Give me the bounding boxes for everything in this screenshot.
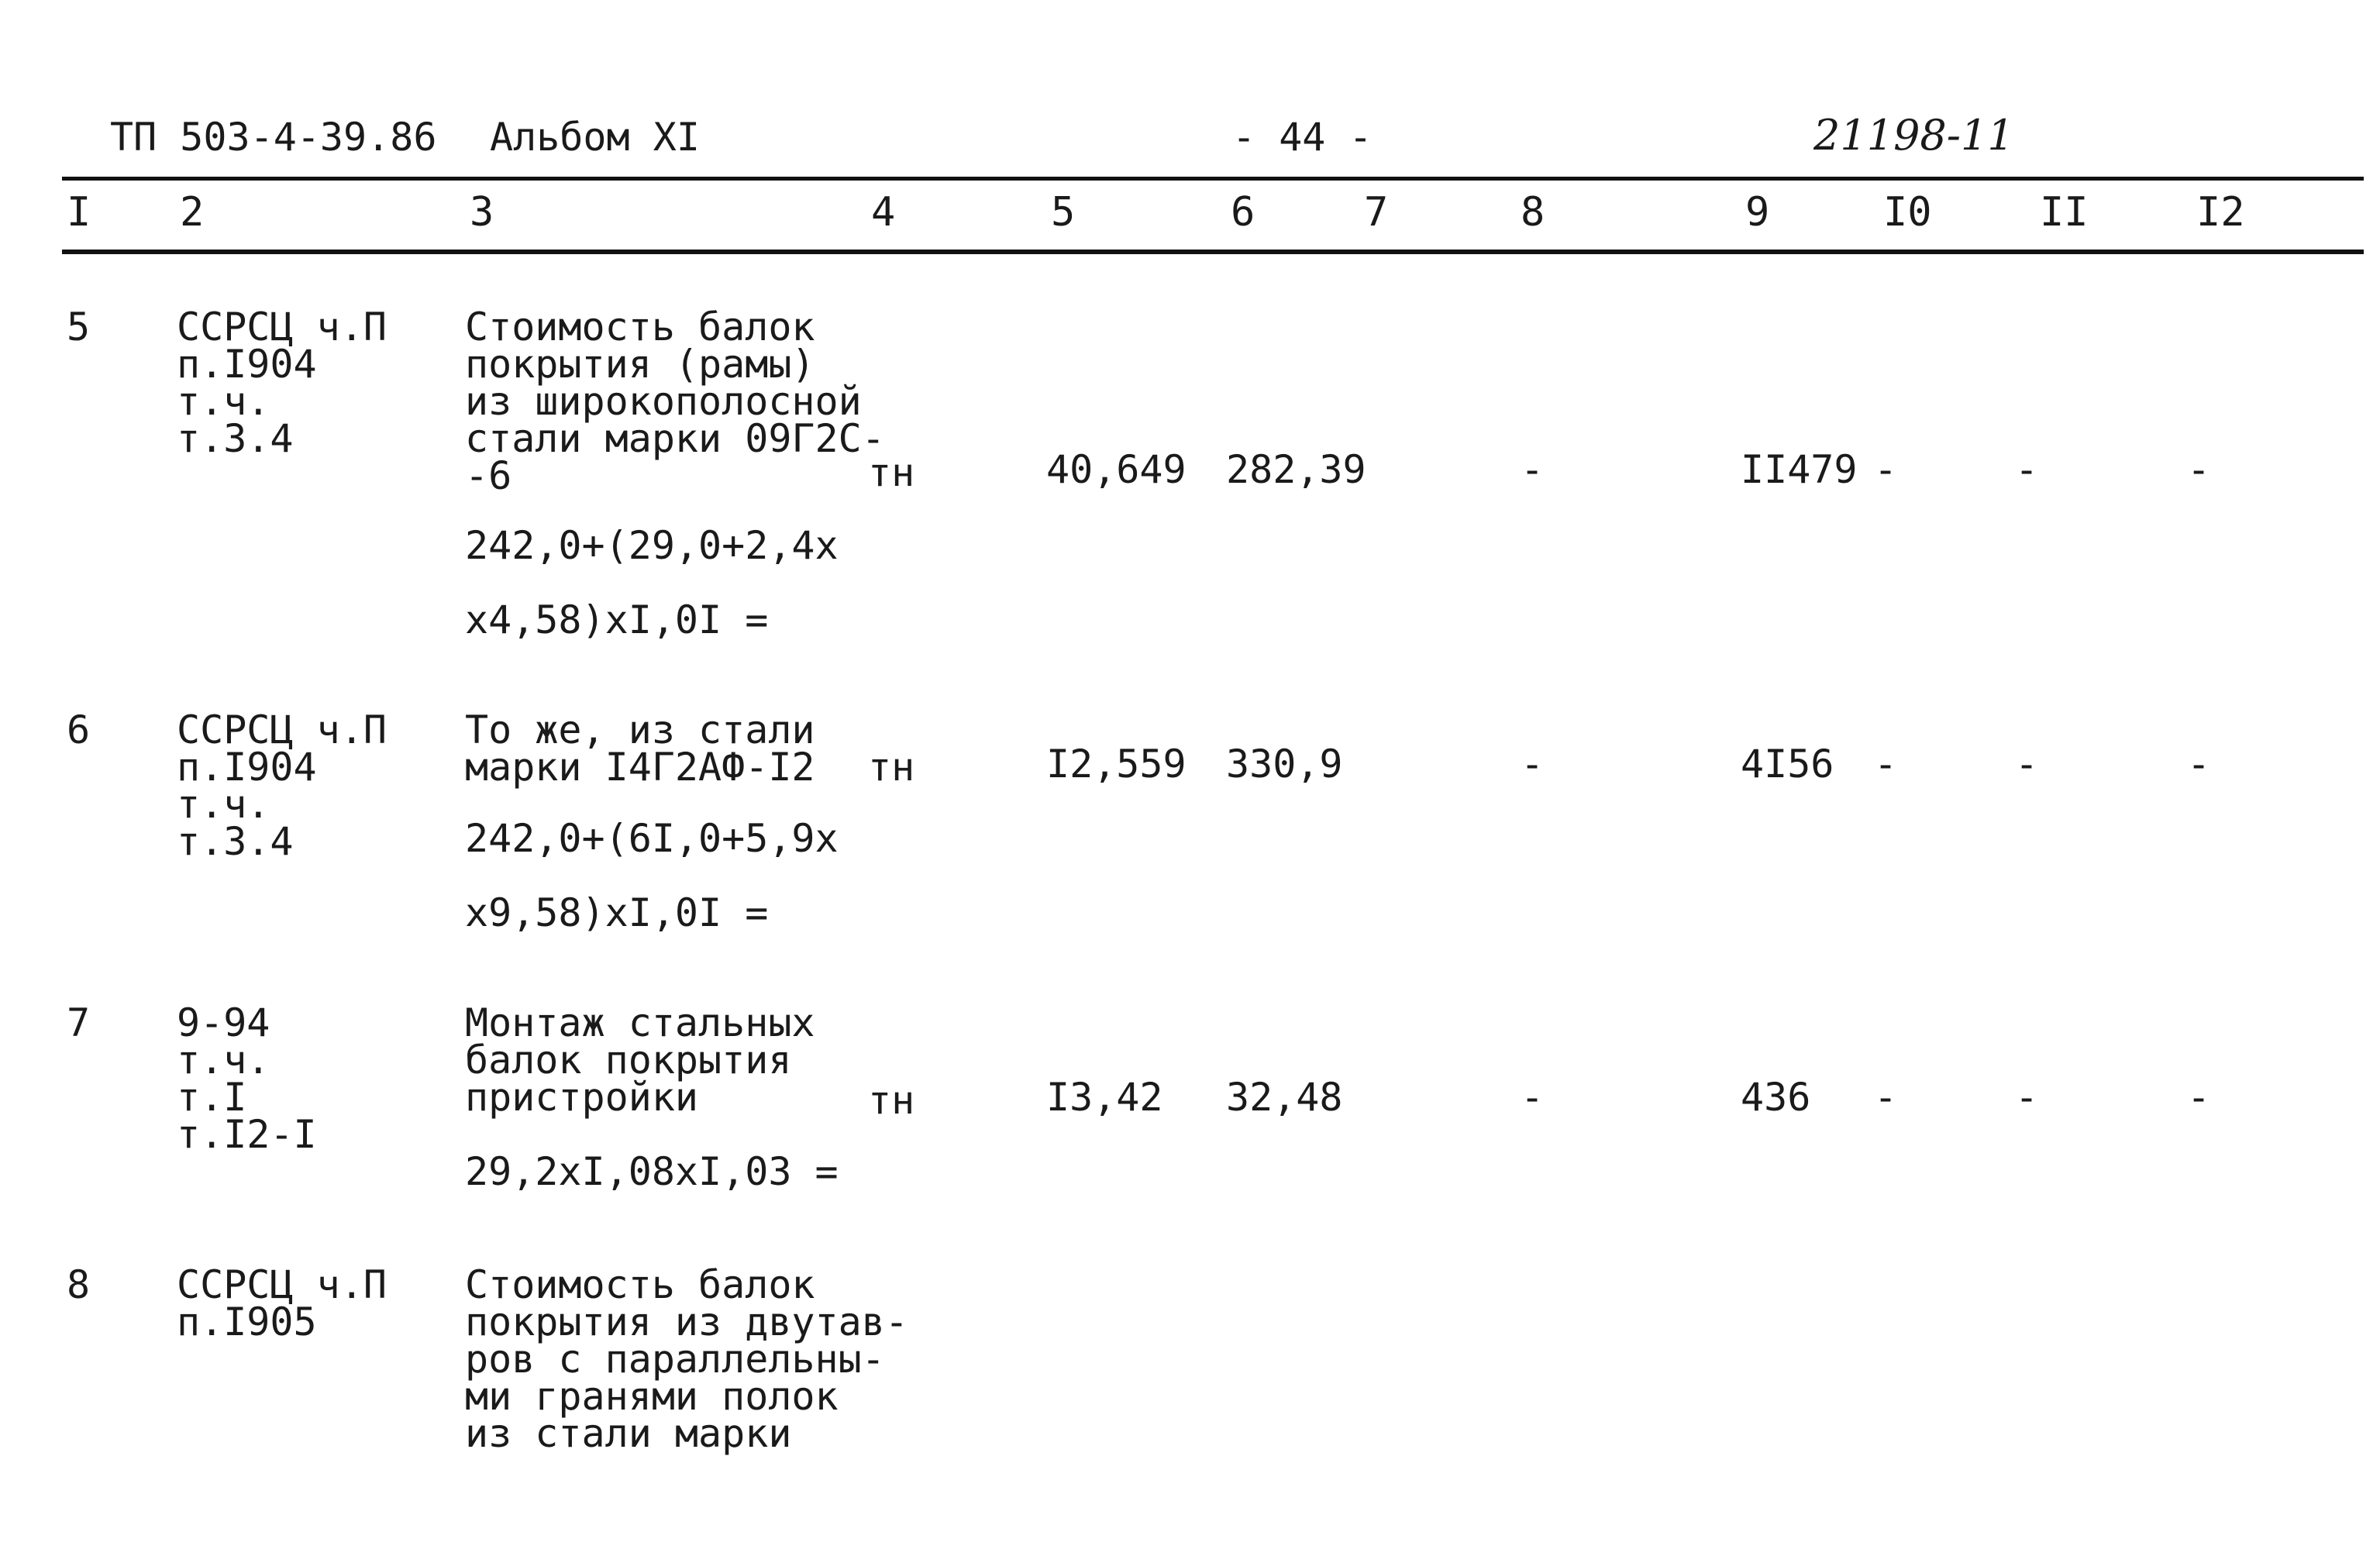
col-header-6: 6 [1231, 189, 1255, 236]
col-header-4: 4 [871, 189, 896, 236]
row-total: II479 [1741, 447, 1858, 492]
row-unit-price: 282,39 [1226, 447, 1366, 492]
album-label: Альбом XI [490, 115, 700, 160]
col-header-3: 3 [470, 189, 494, 236]
col-header-8: 8 [1521, 189, 1545, 236]
row-col12: - [2187, 1075, 2211, 1120]
row-quantity: I3,42 [1046, 1075, 1163, 1120]
row-col12: - [2187, 447, 2211, 492]
row-total: 436 [1741, 1075, 1811, 1120]
row-reference: 9-94 т.ч. т.I т.I2-I [177, 1000, 317, 1157]
row-col10: - [1874, 742, 1898, 787]
row-description: Монтаж стальных балок покрытия пристройки [465, 1000, 815, 1120]
row-unit: тн [868, 450, 915, 495]
row-col12: - [2187, 742, 2211, 787]
col-header-12: I2 [2196, 189, 2245, 236]
row-number: 8 [67, 1262, 91, 1307]
col-header-7: 7 [1364, 189, 1389, 236]
row-description: Стоимость балок покрытия из двутав- ров с параллельны- ми гранями полок из стали марки [465, 1262, 908, 1456]
col-header-11: II [2040, 189, 2089, 236]
col-header-9: 9 [1745, 189, 1770, 236]
row-col8: - [1521, 1075, 1545, 1120]
row-reference: ССРСЦ ч.П п.I904 т.ч. т.3.4 [177, 305, 387, 461]
col-header-5: 5 [1051, 189, 1076, 236]
row-formula-line: х4,58)хI,0I = [465, 597, 769, 642]
row-col11: - [2015, 447, 2039, 492]
page-number: - 44 - [1232, 115, 1373, 160]
row-description: Стоимость балок покрытия (рамы) из широкополосной стали марки 09Г2С- -6 [465, 305, 885, 498]
row-quantity: 40,649 [1046, 447, 1187, 492]
row-col11: - [2015, 1075, 2039, 1120]
row-col11: - [2015, 742, 2039, 787]
row-col8: - [1521, 447, 1545, 492]
row-description: То же, из стали марки I4Г2АФ-I2 [465, 707, 815, 790]
col-header-10: I0 [1883, 189, 1932, 236]
row-number: 7 [67, 1000, 91, 1045]
row-formula-line: 242,0+(6I,0+5,9х [465, 816, 839, 861]
document-code: ТП 503-4-39.86 [110, 115, 437, 160]
row-number: 6 [67, 707, 91, 752]
row-unit-price: 32,48 [1226, 1075, 1343, 1120]
row-unit: тн [868, 745, 915, 790]
row-reference: ССРСЦ ч.П п.I905 [177, 1262, 387, 1344]
row-col10: - [1874, 447, 1898, 492]
top-rule [62, 177, 2364, 181]
row-unit-price: 330,9 [1226, 742, 1343, 787]
row-unit: тн [868, 1078, 915, 1123]
col-header-1: I [67, 189, 91, 236]
row-formula-line: 29,2хI,08хI,03 = [465, 1149, 839, 1194]
row-col8: - [1521, 742, 1545, 787]
row-formula-line: 242,0+(29,0+2,4х [465, 523, 839, 568]
row-formula-line: х9,58)хI,0I = [465, 890, 769, 935]
row-reference: ССРСЦ ч.П п.I904 т.ч. т.3.4 [177, 707, 387, 864]
row-number: 5 [67, 305, 91, 349]
row-total: 4I56 [1741, 742, 1834, 787]
row-quantity: I2,559 [1046, 742, 1187, 787]
header-bottom-rule [62, 250, 2364, 254]
row-col10: - [1874, 1075, 1898, 1120]
document-number: 21198-11 [1813, 111, 2014, 160]
col-header-2: 2 [180, 189, 205, 236]
